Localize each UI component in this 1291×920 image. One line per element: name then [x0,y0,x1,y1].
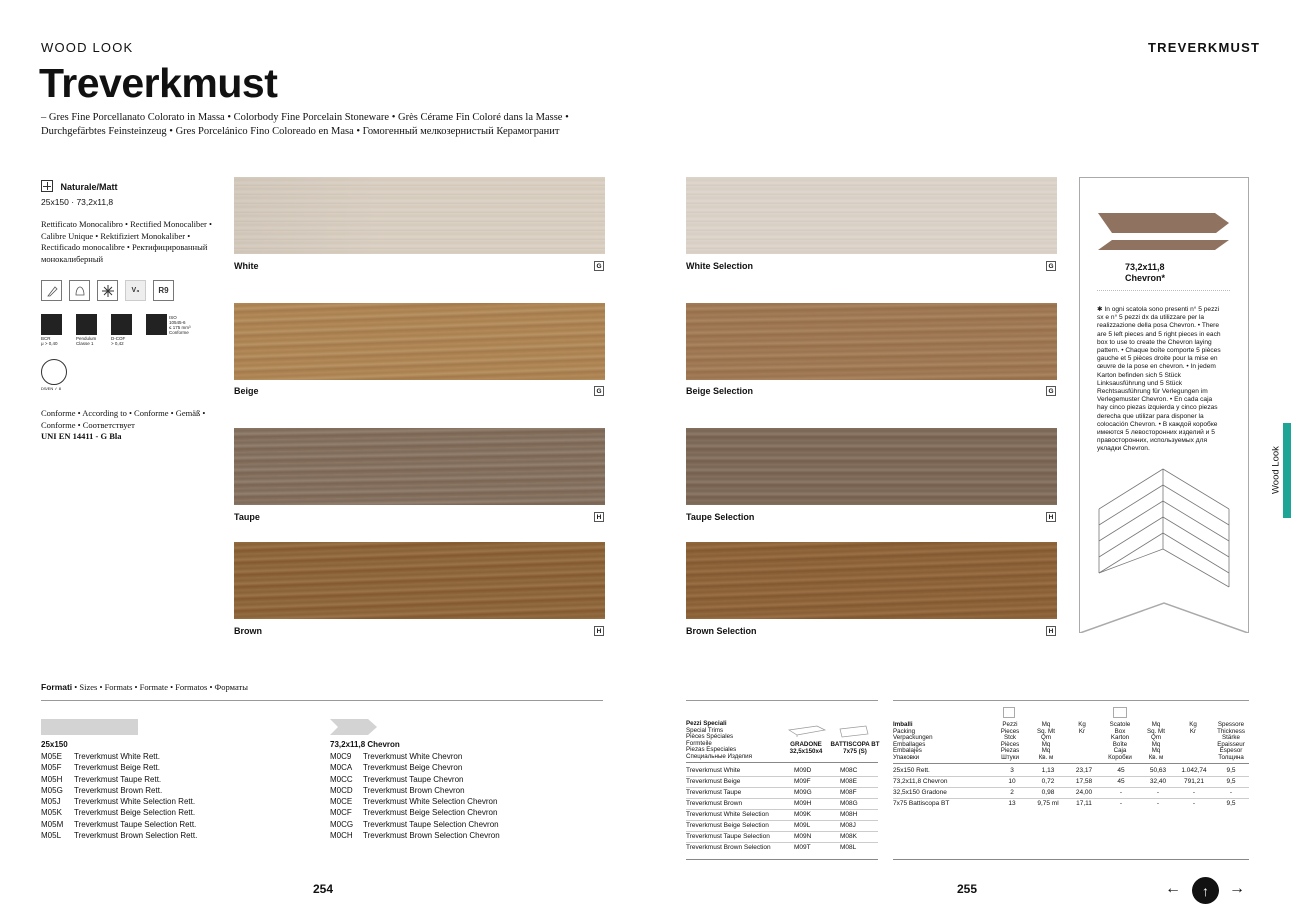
item-code: M0C9 [330,752,352,761]
list-item [330,785,500,796]
header-line: Imballi [893,721,913,728]
feature-icons-row2 [41,314,195,346]
certification-circle-icon [41,359,67,385]
list-item [41,762,197,773]
row-gradone: M09K [794,811,811,818]
packing-col-box-kg: Kg Kr [1189,721,1197,735]
list-item [330,762,500,773]
list-item [41,807,197,818]
list-item [41,774,197,785]
tile-grade-badge: G [1046,261,1056,271]
packing-col-box-sqm: Mq Sq. Mt Qm Mq Mq Кв. м [1147,721,1165,761]
format-group-25x150 [41,740,197,841]
list-item [41,796,197,807]
list-item [330,830,500,841]
tile-beige-selection-swatch [686,303,1057,380]
row-gradone: M09F [794,778,811,785]
cell: 25x150 Rett. [893,767,930,774]
list-item [41,785,197,796]
row-gradone: M09H [794,800,812,807]
chevron-divider [1097,290,1230,291]
special-pieces-header-rule [686,762,878,763]
format-code-list [41,751,197,841]
item-code: M0CD [330,785,353,795]
item-name: Treverkmust Taupe Chevron [363,774,464,784]
packing-col-sqm: Mq Sq. Mt Qm Mq Mq Кв. м [1037,721,1055,761]
chevron-size-value: 73,2x11,8 [1125,262,1165,272]
cell: 45 [1117,778,1125,785]
item-code: M0CC [330,774,353,784]
skirting-column-header: BATTISCOPA BT 7x75 (S) [830,741,880,755]
row-skirting: M08H [840,811,858,818]
scroll-top-button[interactable] [1192,877,1219,904]
header-line: Formteile [686,739,712,747]
format-code-list [330,751,500,841]
header-line: Pièces Spéciales [686,733,734,741]
tile-label: White [234,261,259,271]
list-item [41,751,197,762]
tile-beige-swatch [234,303,605,380]
item-name: Treverkmust White Rett. [74,752,160,761]
table-row [686,767,857,774]
brand-header-right: TREVERKMUST [1148,40,1261,55]
tile-label: Taupe [234,512,260,522]
tile-label: White Selection [686,261,754,271]
table-row [893,789,1250,796]
table-row [893,778,1250,785]
list-item [330,796,500,807]
item-code: M05H [41,774,63,784]
cell: 17,11 [1076,800,1092,807]
formats-heading-rest: • Sizes • Formats • Formate • Formatos • Форматы [72,682,248,692]
special-pieces-header [686,721,786,761]
gradone-icon [787,724,827,738]
cell: 0,98 [1041,789,1055,796]
cell: 1,13 [1041,767,1055,774]
tile-white-swatch [234,177,605,254]
row-name: Treverkmust Taupe Selection [686,833,770,840]
item-code: M05K [41,808,62,818]
certification-caption: DS/EN ✓ 8 [41,386,62,391]
cell: - [1156,789,1160,796]
row-rule [686,798,878,799]
cell: - [1192,800,1196,807]
item-code: M05G [41,785,63,795]
packing-col-boxes: Scatole Box Karton Boîte Caja Коробки [1108,721,1132,761]
certification-mark [41,359,67,391]
tile-white-selection-swatch [686,177,1057,254]
tile-label: Brown Selection [686,626,757,636]
header-line: Специальные Изделия [686,752,752,760]
cell: - [1192,789,1196,796]
cell: 23,17 [1075,767,1093,774]
conformity-text [41,408,211,443]
cell: 50,63 [1149,767,1167,774]
row-skirting: M08K [840,833,857,840]
iso-block [146,314,195,346]
conformity-languages: Conforme • According to • Conforme • Gemäß • Conforme • Соответствует [41,408,206,430]
tile-taupe-swatch [234,428,605,505]
row-rule [893,798,1249,799]
cell: - [1156,800,1160,807]
row-rule [686,776,878,777]
cell: - [1119,789,1123,796]
gradone-column-header: GRADONE 32,5x150x4 [789,741,823,755]
chevron-size [1125,262,1165,284]
dcof-icon [111,314,132,335]
cell: 32,40 [1149,778,1167,785]
item-name: Treverkmust Taupe Rett. [74,774,162,784]
cell: 9,5 [1226,767,1236,774]
formats-heading-bold: Formati [41,682,73,692]
header-line: Verpackungen [893,734,933,742]
table-row [686,778,857,785]
dcof-caption: D-COF > 0,42 [111,336,126,346]
tile-brown-selection-swatch [686,542,1057,619]
header-line: Packing [893,727,916,735]
row-rule [893,776,1249,777]
row-rule [686,809,878,810]
cell: 9,5 [1226,778,1236,785]
table-row [686,800,858,807]
item-code: M05L [41,831,62,841]
bcr-icon [41,314,62,335]
item-name: Treverkmust White Selection Rett. [74,797,196,807]
row-skirting: M08F [840,789,857,796]
item-name: Treverkmust White Selection Chevron [363,797,498,807]
arrow-up-icon: ↑ [1202,882,1209,899]
cell: 2 [1010,789,1014,796]
side-tab-accent [1283,423,1291,518]
finish-title: Naturale/Matt [60,182,118,192]
header-line: Упаковки [893,753,920,761]
row-rule [686,842,878,843]
item-code: M0CG [330,819,354,829]
item-name: Treverkmust White Chevron [363,752,463,761]
cell: 0,72 [1041,778,1055,785]
row-gradone: M09N [794,833,812,840]
iso-icon [146,314,167,335]
cell: 791,21 [1184,778,1204,785]
header-line: Emballages [893,740,926,748]
header-line: Embalajes [893,747,922,755]
cell: 32,5x150 Gradone [893,789,947,796]
format-group-chevron [330,740,500,841]
header-line: Special Trims [686,726,724,734]
row-gradone: M09L [794,822,811,829]
item-code: M05J [41,797,61,807]
pendulum-block [76,314,102,346]
row-skirting: M08L [840,844,857,851]
norm-label: UNI EN 14411 - G Bla [41,431,122,441]
format-chevron-swatch [330,719,378,736]
cell: - [1229,789,1233,796]
finish-icon [41,180,53,192]
dcof-block [111,314,137,346]
table-row [686,822,856,829]
row-gradone: M09D [794,767,812,774]
row-rule [686,787,878,788]
item-name: Treverkmust Brown Rett. [74,785,163,795]
row-rule [893,787,1249,788]
special-pieces-bottom-rule [686,859,878,860]
row-name: Treverkmust White [686,767,741,774]
item-name: Treverkmust Taupe Selection Chevron [363,819,499,829]
cell: 73,2x11,8 Chevron [893,778,948,785]
row-name: Treverkmust White Selection [686,811,769,818]
tile-grade-badge: H [1046,626,1056,636]
cell: 24,00 [1075,789,1093,796]
table-row [686,833,857,840]
pieces-icon [1003,707,1015,718]
box-icon [1113,707,1127,718]
tile-grade-badge: H [594,626,604,636]
cell: 17,58 [1075,778,1093,785]
tile-brown-swatch [234,542,605,619]
format-25x150-swatch [41,719,138,735]
packing-col-pieces: Pezzi Pieces Stck Pièces Piezas Штуки [1000,721,1020,761]
pendulum-icon [76,314,97,335]
material-subtitle: – Gres Fine Porcellanato Colorato in Massa • Colorbody Fine Porcelain Stoneware • Grès Cérame Fin Coloré dans la Masse • Durchgefärbtes Feinsteinzeug • Gres Porcelánico Fino Coloreado en Masa • Гомогенный мелкозернистый Керамогранит [41,112,569,137]
packing-top-rule [893,700,1249,701]
special-pieces-top-rule [686,700,878,701]
format-title: 25x150 [41,740,68,749]
list-item [330,807,500,818]
item-code: M05F [41,763,62,773]
row-name: Treverkmust Taupe [686,789,742,796]
list-item [330,751,500,762]
list-item [330,774,500,785]
format-title: 73,2x11,8 Chevron [330,740,400,749]
stain-resistance-icon [41,280,62,301]
row-name: Treverkmust Brown Selection [686,844,771,851]
item-code: M05E [41,752,62,761]
pendulum-caption: Pendulum Classe 1 [76,336,97,346]
tile-label: Beige Selection [686,386,754,396]
tile-taupe-selection-swatch [686,428,1057,505]
iso-caption: ISO 10545-6 ≤ 175 mm³ Conforme [169,315,191,335]
packing-header [893,722,993,762]
tile-label: Brown [234,626,262,636]
packing-bottom-rule [893,859,1249,860]
item-code: M05M [41,819,64,829]
item-code: M0CF [330,808,352,818]
formats-divider [41,700,603,701]
row-name: Treverkmust Brown [686,800,743,807]
page-number-left: 254 [313,882,334,896]
item-code: M0CH [330,831,353,841]
page-number-right: 255 [957,882,978,896]
packing-col-kg: Kg Kr [1078,721,1086,735]
prev-page-arrow-icon[interactable]: ← [1165,880,1181,897]
cell: 7x75 Battiscopa BT [893,800,950,807]
tile-grade-badge: G [594,261,604,271]
chemical-resistance-icon [69,280,90,301]
cell: 9,75 ml [1037,800,1059,807]
cell: 13 [1008,800,1016,807]
row-skirting: M08J [840,822,856,829]
rectified-text: Rettificato Monocalibro • Rectified Monocaliber • Calibre Unique • Rektifiziert Monokaliber • Rectificado monocalibre • Ректифицированный монокалиберный [41,219,212,264]
row-skirting: M08E [840,778,857,785]
list-item [330,819,500,830]
item-code: M0CE [330,797,353,807]
row-rule [686,820,878,821]
item-name: Treverkmust Beige Selection Chevron [363,808,498,818]
list-item [41,830,197,841]
row-skirting: M08G [840,800,858,807]
tile-grade-badge: H [594,512,604,522]
feature-icons-row1 [41,280,174,301]
packing-header-rule [893,763,1249,764]
cell: 10 [1008,778,1016,785]
frost-resistance-icon [97,280,118,301]
next-page-arrow-icon[interactable]: → [1229,880,1245,897]
table-row [686,844,856,851]
finish-sizes: 25x150 · 73,2x11,8 [41,197,114,207]
chevron-size-label: Chevron* [1125,273,1166,283]
tile-grade-badge: G [594,386,604,396]
page-title: Treverkmust [39,60,278,106]
cell: - [1119,800,1123,807]
skirting-icon [838,724,872,738]
side-tab[interactable] [1253,423,1291,518]
row-name: Treverkmust Beige [686,778,741,785]
cell: 45 [1117,767,1125,774]
tile-label: Taupe Selection [686,512,755,522]
tile-grade-badge: G [1046,386,1056,396]
row-gradone: M09G [794,789,812,796]
row-gradone: M09T [794,844,811,851]
table-row [686,789,857,796]
table-row [893,800,1250,807]
bcr-caption: BCR μ > 0,40 [41,336,58,346]
slip-rating-icon: R9 [153,280,174,301]
packing-col-thickness: Spessore Thickness Stärke Epaisseur Espesor Толщина [1217,721,1245,761]
item-name: Treverkmust Brown Selection Rett. [74,831,198,841]
header-line: Pezzi Speciali [686,720,727,727]
header-line: Piezas Especiales [686,746,737,754]
row-skirting: M08C [840,767,858,774]
tile-label: Beige [234,386,259,396]
row-name: Treverkmust Beige Selection [686,822,769,829]
formats-heading [41,682,248,692]
row-rule [686,831,878,832]
shade-variation-icon: V₃ [125,280,146,301]
item-name: Treverkmust Brown Selection Chevron [363,831,500,841]
item-name: Treverkmust Beige Selection Rett. [74,808,196,818]
cell: 3 [1010,767,1014,774]
category-label: WOOD LOOK [41,40,134,55]
item-name: Treverkmust Beige Rett. [74,763,160,773]
item-code: M0CA [330,763,353,773]
bcr-block [41,314,67,346]
item-name: Treverkmust Beige Chevron [363,763,463,773]
table-row [686,811,857,818]
tile-grade-badge: H [1046,512,1056,522]
item-name: Treverkmust Taupe Selection Rett. [74,819,197,829]
side-tab-label: Wood Look [1270,446,1282,495]
chevron-note: ✱ In ogni scatola sono presenti n° 5 pezzi sx e n° 5 pezzi dx da utilizzare per la realizzazione della posa Chevron. • There are 5 left pieces and 5 right pieces in each box to use to create the Chevron laying pattern. • Chaque boîte comporte 5 pièces gauche et 5 pièces droite pour la mise en œuvre de la pose en chevron. • In jedem Karton befinden sich 5 Stück Linksausführung und 5 Stück Rechtsausführung für Verlegungen im Verlegemuster Chevron. • En cada caja hay cinco piezas izquierda y cinco piezas derecha que utilizar para disponer la colocación Chevron. • В каждой коробке имеются 5 левосторонних изделий и 5 правосторонних, используемых для укладки Chevron. [1097,306,1221,453]
table-row [893,767,1250,774]
cell: 1.042,74 [1181,767,1207,774]
cell: 9,5 [1226,800,1236,807]
finish-info [41,177,231,265]
list-item [41,819,197,830]
item-name: Treverkmust Brown Chevron [363,785,465,795]
